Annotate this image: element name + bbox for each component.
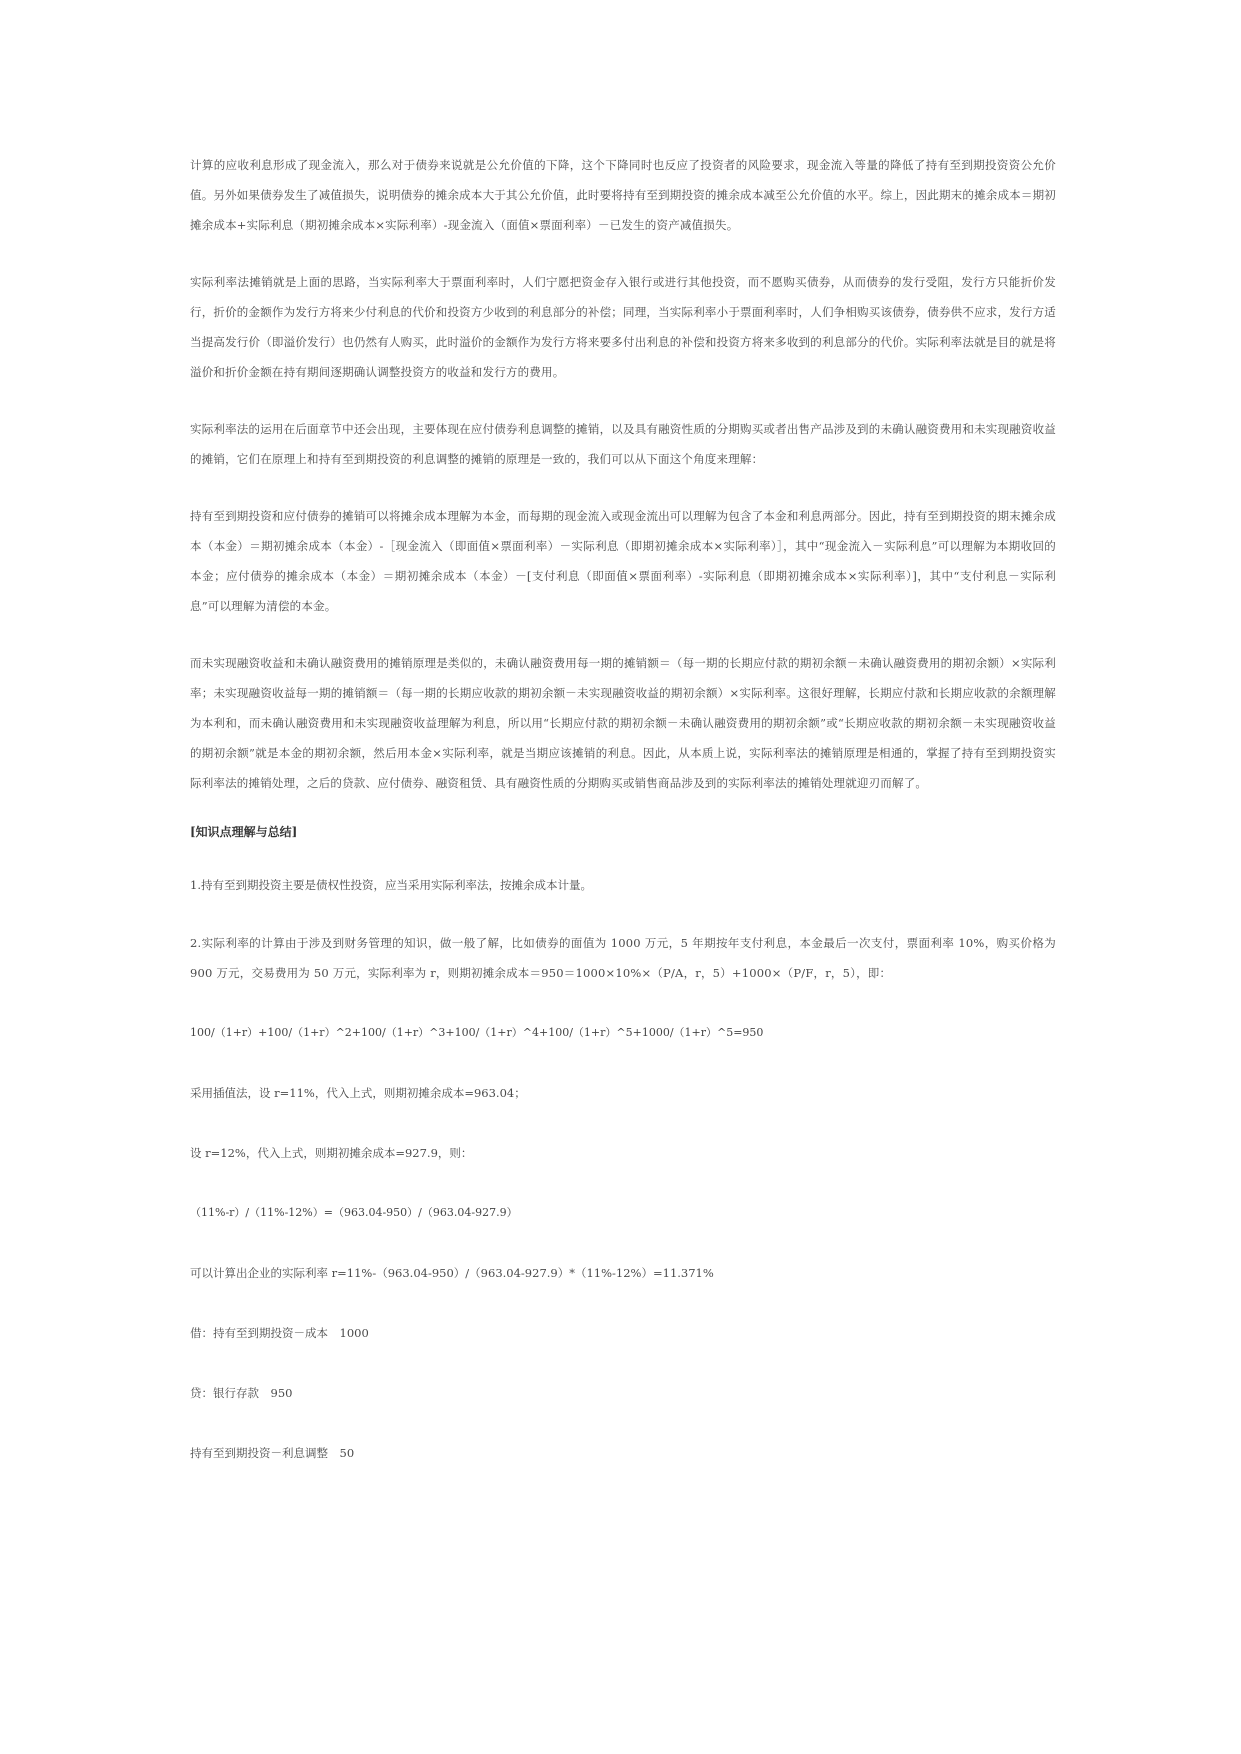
point-2: 2.实际利率的计算由于涉及到财务管理的知识，做一般了解，比如债券的面值为 1000 万元，5 年期按年支付利息，本金最后一次支付，票面利率 10%，购买价格为 900 万元，交易费用为 50 万元，实际利率为 r，则期初摊余成本＝950＝1000×10%×（P/A，r，5）+1000×（P/F，r，5），即：: [190, 936, 1056, 980]
section-heading: [知识点理解与总结]: [190, 825, 298, 839]
paragraph-amortized-cost: 计算的应收利息形成了现金流入，那么对于债券来说就是公允价值的下降，这个下降同时也反应了投资者的风险要求，现金流入等量的降低了持有至到期投资资公允价值。另外如果债券发生了减值损失，说明债券的摊余成本大于其公允价值，此时要将持有至到期投资的摊余成本减至公允价值的水平。综上，因此期末的摊余成本＝期初摊余成本+实际利息（期初摊余成本×实际利率）-现金流入（面值×票面利率）－已发生的资产减值损失。: [190, 158, 1056, 232]
result-rate: 可以计算出企业的实际利率 r=11%-（963.04-950）/（963.04-927.9）*（11%-12%）=11.371%: [190, 1266, 714, 1280]
journal-entry-debit: 借：持有至到期投资－成本 1000: [190, 1326, 369, 1340]
paragraph-unrealized-financing: 而未实现融资收益和未确认融资费用的摊销原理是类似的，未确认融资费用每一期的摊销额＝（每一期的长期应付款的期初余额－未确认融资费用的期初余额）×实际利率；未实现融资收益每一期的摊销额＝（每一期的长期应收款的期初余额－未实现融资收益的期初余额）×实际利率。这很好理解，长期应付款和长期应收款的余额理解为本利和，而未确认融资费用和未实现融资收益理解为利息，所以用“长期应付款的期初余额－未确认融资费用的期初余额”或“长期应收款的期初余额－未实现融资收益的期初余额”就是本金的期初余额，然后用本金×实际利率，就是当期应该摊销的利息。因此，从本质上说，实际利率法的摊销原理是相通的，掌握了持有至到期投资实际利率法的摊销处理，之后的贷款、应付债券、融资租赁、具有融资性质的分期购买或销售商品涉及到的实际利率法的摊销处理就迎刃而解了。: [190, 656, 1056, 790]
paragraph-later-chapters: 实际利率法的运用在后面章节中还会出现，主要体现在应付债券利息调整的摊销，以及具有融资性质的分期购买或者出售产品涉及到的未确认融资费用和未实现融资收益的摊销，它们在原理上和持有至到期投资的利息调整的摊销的原理是一致的，我们可以从下面这个角度来理解：: [190, 422, 1056, 466]
interpolation-step-2: 设 r=12%，代入上式，则期初摊余成本=927.9，则：: [190, 1146, 473, 1160]
interpolation-formula: （11%-r）/（11%-12%）=（963.04-950）/（963.04-927.9）: [190, 1206, 518, 1219]
paragraph-principal-interest: 持有至到期投资和应付债券的摊销可以将摊余成本理解为本金，而每期的现金流入或现金流出可以理解为包含了本金和利息两部分。因此，持有至到期投资的期末摊余成本（本金）＝期初摊余成本（本金）-［现金流入（即面值×票面利率）－实际利息（即期初摊余成本×实际利率）］，其中“现金流入－实际利息”可以理解为本期收回的本金；应付债券的摊余成本（本金）＝期初摊余成本（本金）－[支付利息（即面值×票面利率）-实际利息（即期初摊余成本×实际利率）]，其中“支付利息－实际利息”可以理解为清偿的本金。: [190, 509, 1056, 613]
journal-entry-adjust: 持有至到期投资－利息调整 50: [190, 1446, 355, 1460]
interpolation-step-1: 采用插值法，设 r=11%，代入上式，则期初摊余成本=963.04；: [190, 1086, 526, 1100]
journal-entry-credit: 贷：银行存款 950: [190, 1386, 293, 1400]
equation: 100/（1+r）+100/（1+r）^2+100/（1+r）^3+100/（1+r）^4+100/（1+r）^5+1000/（1+r）^5=950: [190, 1026, 764, 1039]
document-page: [190, 150, 1056, 1464]
point-1: 1.持有至到期投资主要是债权性投资，应当采用实际利率法，按摊余成本计量。: [190, 878, 592, 892]
paragraph-effective-interest-idea: 实际利率法摊销就是上面的思路，当实际利率大于票面利率时，人们宁愿把资金存入银行或进行其他投资，而不愿购买债券，从而债券的发行受阻，发行方只能折价发行，折价的金额作为发行方将来少付利息的代价和投资方少收到的利息部分的补偿；同理，当实际利率小于票面利率时，人们争相购买该债券，债券供不应求，发行方适当提高发行价（即溢价发行）也仍然有人购买，此时溢价的金额作为发行方将来要多付出利息的补偿和投资方将来多收到的利息部分的代价。实际利率法就是目的就是将溢价和折价金额在持有期间逐期确认调整投资方的收益和发行方的费用。: [190, 275, 1056, 379]
